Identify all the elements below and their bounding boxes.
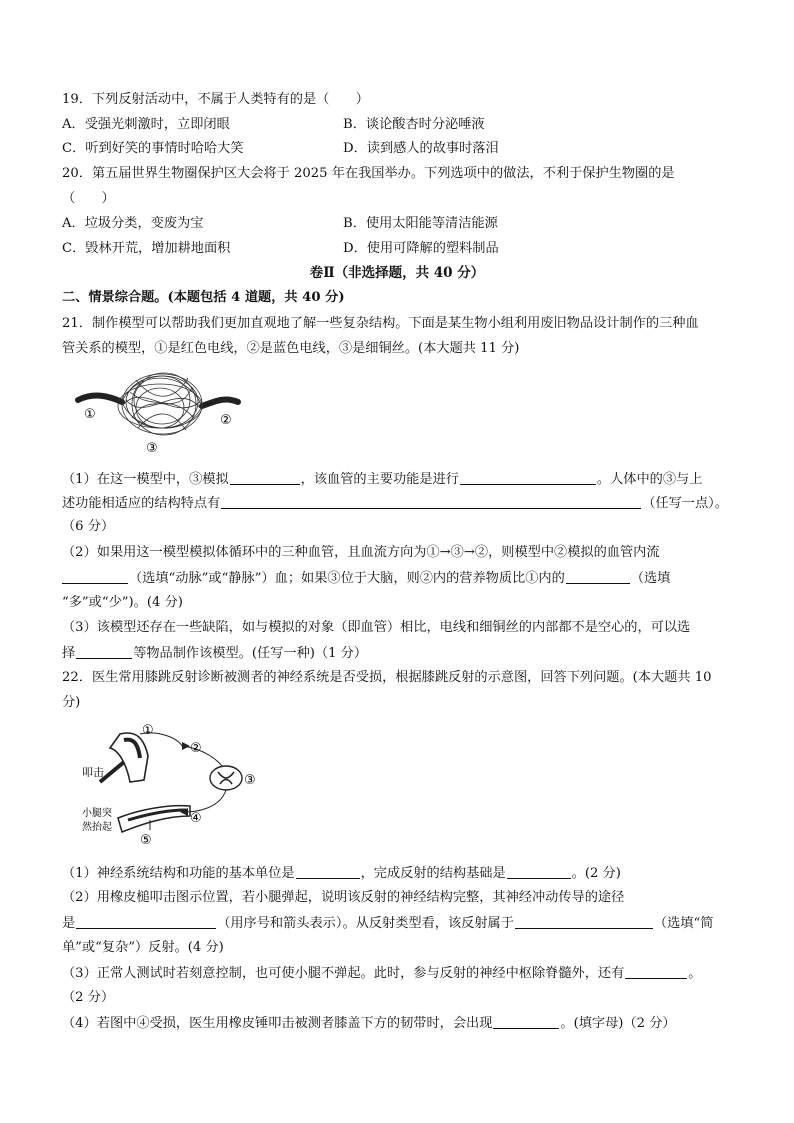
q21-part2-line3: “多”或“少”)。(4 分) bbox=[62, 595, 183, 610]
q22-p1-text-b: ，完成反射的结构基础是 bbox=[360, 866, 506, 881]
red-wire bbox=[78, 396, 122, 402]
q22-p3-text-a: （3）正常人测试时若刻意控制，也可使小腿不弹起。此时，参与反射的神经中枢除脊髓外，还有 bbox=[62, 966, 625, 981]
q21-intro-line1: 21．制作模型可以帮助我们更加直观地了解一些复杂结构。下面是某生物小组利用废旧物品设计制作的三种血 bbox=[62, 316, 699, 331]
q22-p2-text-c: （用序号和箭头表示）。从反射类型看，该反射属于 bbox=[217, 916, 514, 931]
q20-option-a: A．垃圾分类，变废为宝 bbox=[62, 216, 204, 231]
answer-blank[interactable] bbox=[566, 569, 630, 584]
q21-p1-text-e: （任写一点）。 bbox=[642, 496, 728, 511]
q22-part3-line1 bbox=[62, 964, 701, 983]
blood-vessel-model-figure bbox=[74, 362, 244, 456]
q22-p1-text-a: （1）神经系统结构和功能的基本单位是 bbox=[62, 866, 295, 881]
q22-p3-text-b: 。 bbox=[688, 966, 702, 981]
answer-blank[interactable] bbox=[62, 569, 128, 584]
q22-p4-text-a: （4）若图中④受损，医生用橡皮锤叩击被测者膝盖下方的韧带时，会出现 bbox=[62, 1016, 493, 1031]
answer-blank[interactable] bbox=[230, 470, 300, 485]
q22-part2-line3: 单”或“复杂”）反射。(4 分) bbox=[62, 940, 224, 955]
q20-answer-paren: （ ） bbox=[62, 191, 115, 206]
q21-part1-line1 bbox=[62, 470, 702, 489]
section-heading: 二、情景综合题。(本题包括 4 道题，共 40 分) bbox=[62, 290, 345, 305]
strike-label: 叩击 bbox=[82, 766, 104, 779]
leg-label-line2: 然抬起 bbox=[82, 822, 112, 833]
q22-part3-score: （2 分） bbox=[62, 990, 115, 1005]
fig21-label-2: ② bbox=[220, 413, 232, 428]
copper-wire-tangle bbox=[118, 373, 202, 435]
q22-part2-line2 bbox=[62, 914, 713, 933]
q22-part1 bbox=[62, 864, 621, 883]
q21-p1-text-a: （1）在这一模型中，③模拟 bbox=[62, 472, 229, 487]
leg-label-line1: 小腿突 bbox=[82, 808, 112, 819]
q21-p3-text-c: 等物品制作该模型。(任写一种)（1 分） bbox=[133, 646, 368, 661]
q19-option-d: D．读到感人的故事时落泪 bbox=[343, 141, 499, 156]
fig22-label-3: ③ bbox=[244, 773, 256, 788]
knee-jerk-reflex-figure bbox=[78, 720, 268, 848]
q21-part2-line1: （2）如果用这一模型模拟体循环中的三种血管，且血流方向为①→③→②，则模型中②模拟的血管内流 bbox=[62, 545, 660, 560]
q21-p1-text-d: 述功能相适应的结构特点有 bbox=[62, 496, 221, 511]
answer-blank[interactable] bbox=[625, 964, 687, 979]
q19-option-c: C．听到好笑的事情时哈哈大笑 bbox=[62, 141, 244, 156]
q22-part4 bbox=[62, 1014, 676, 1033]
q20-option-c: C．毁林开荒，增加耕地面积 bbox=[62, 241, 231, 256]
answer-blank[interactable] bbox=[460, 470, 596, 485]
answer-blank[interactable] bbox=[76, 914, 216, 929]
q21-part1-line2 bbox=[62, 494, 728, 513]
section-title: 卷Ⅱ（非选择题，共 40 分） bbox=[309, 265, 485, 281]
q22-part2-line1: （2）用橡皮槌叩击图示位置，若小腿弹起，说明该反射的神经结构完整，其神经冲动传导的途径 bbox=[62, 890, 625, 905]
q20-stem: 20．第五届世界生物圈保护区大会将于 2025 年在我国举办。下列选项中的做法，不利于保护生物圈的是 bbox=[62, 166, 675, 181]
q22-p2-text-d: （选填“简 bbox=[653, 916, 714, 931]
q21-p1-text-c: 。人体中的③与上 bbox=[596, 472, 703, 487]
answer-blank[interactable] bbox=[507, 864, 571, 879]
answer-blank[interactable] bbox=[515, 914, 653, 929]
q21-part3-line2 bbox=[62, 644, 367, 663]
q19-option-b: B．谈论酸杏时分泌唾液 bbox=[343, 117, 485, 132]
fig21-label-1: ① bbox=[84, 407, 96, 422]
fig22-label-4: ④ bbox=[190, 811, 202, 826]
fig22-label-5: ⑤ bbox=[140, 833, 152, 848]
q22-p2-text-b: 是 bbox=[62, 916, 76, 931]
q21-part3-line1: （3）该模型还存在一些缺陷，如与模拟的对象（即血管）相比，电线和细铜丝的内部都不是空心的，可以选 bbox=[62, 620, 691, 635]
fig22-label-1: ① bbox=[142, 723, 154, 738]
answer-blank[interactable] bbox=[296, 864, 360, 879]
q22-intro-line2: 分) bbox=[62, 695, 81, 710]
answer-blank[interactable] bbox=[76, 644, 132, 659]
q20-option-d: D．使用可降解的塑料制品 bbox=[343, 241, 499, 256]
fig22-label-2: ② bbox=[190, 741, 202, 756]
arrow-2 bbox=[182, 742, 190, 750]
blue-wire bbox=[202, 399, 238, 406]
q21-intro-line2: 管关系的模型，①是红色电线，②是蓝色电线，③是细铜丝。(本大题共 11 分) bbox=[62, 341, 520, 356]
q22-intro-line1: 22．医生常用膝跳反射诊断被测者的神经系统是否受损，根据膝跳反射的示意图，回答下列问题。(本大题共 10 bbox=[62, 670, 712, 685]
answer-blank[interactable] bbox=[493, 1014, 559, 1029]
q19-option-a: A．受强光刺激时，立即闭眼 bbox=[62, 117, 230, 132]
q19-stem: 19．下列反射活动中，不属于人类特有的是（ ） bbox=[62, 92, 369, 107]
q21-p2-text-b: （选填“动脉”或“静脉”）血；如果③位于大脑，则②内的营养物质比①内的 bbox=[129, 571, 565, 586]
q21-p1-text-b: ，该血管的主要功能是进行 bbox=[300, 472, 459, 487]
q22-p4-text-b: 。(填字母)（2 分） bbox=[560, 1016, 676, 1031]
q21-part2-line2 bbox=[62, 569, 670, 588]
fig21-label-3: ③ bbox=[146, 441, 158, 456]
answer-blank[interactable] bbox=[221, 494, 641, 509]
q21-p3-text-b: 择 bbox=[62, 646, 76, 661]
q20-option-b: B．使用太阳能等清洁能源 bbox=[343, 216, 498, 231]
q21-p2-text-c: （选填 bbox=[630, 571, 671, 586]
q21-part1-score: （6 分） bbox=[62, 519, 115, 534]
q22-p1-text-c: 。(2 分) bbox=[571, 866, 621, 881]
